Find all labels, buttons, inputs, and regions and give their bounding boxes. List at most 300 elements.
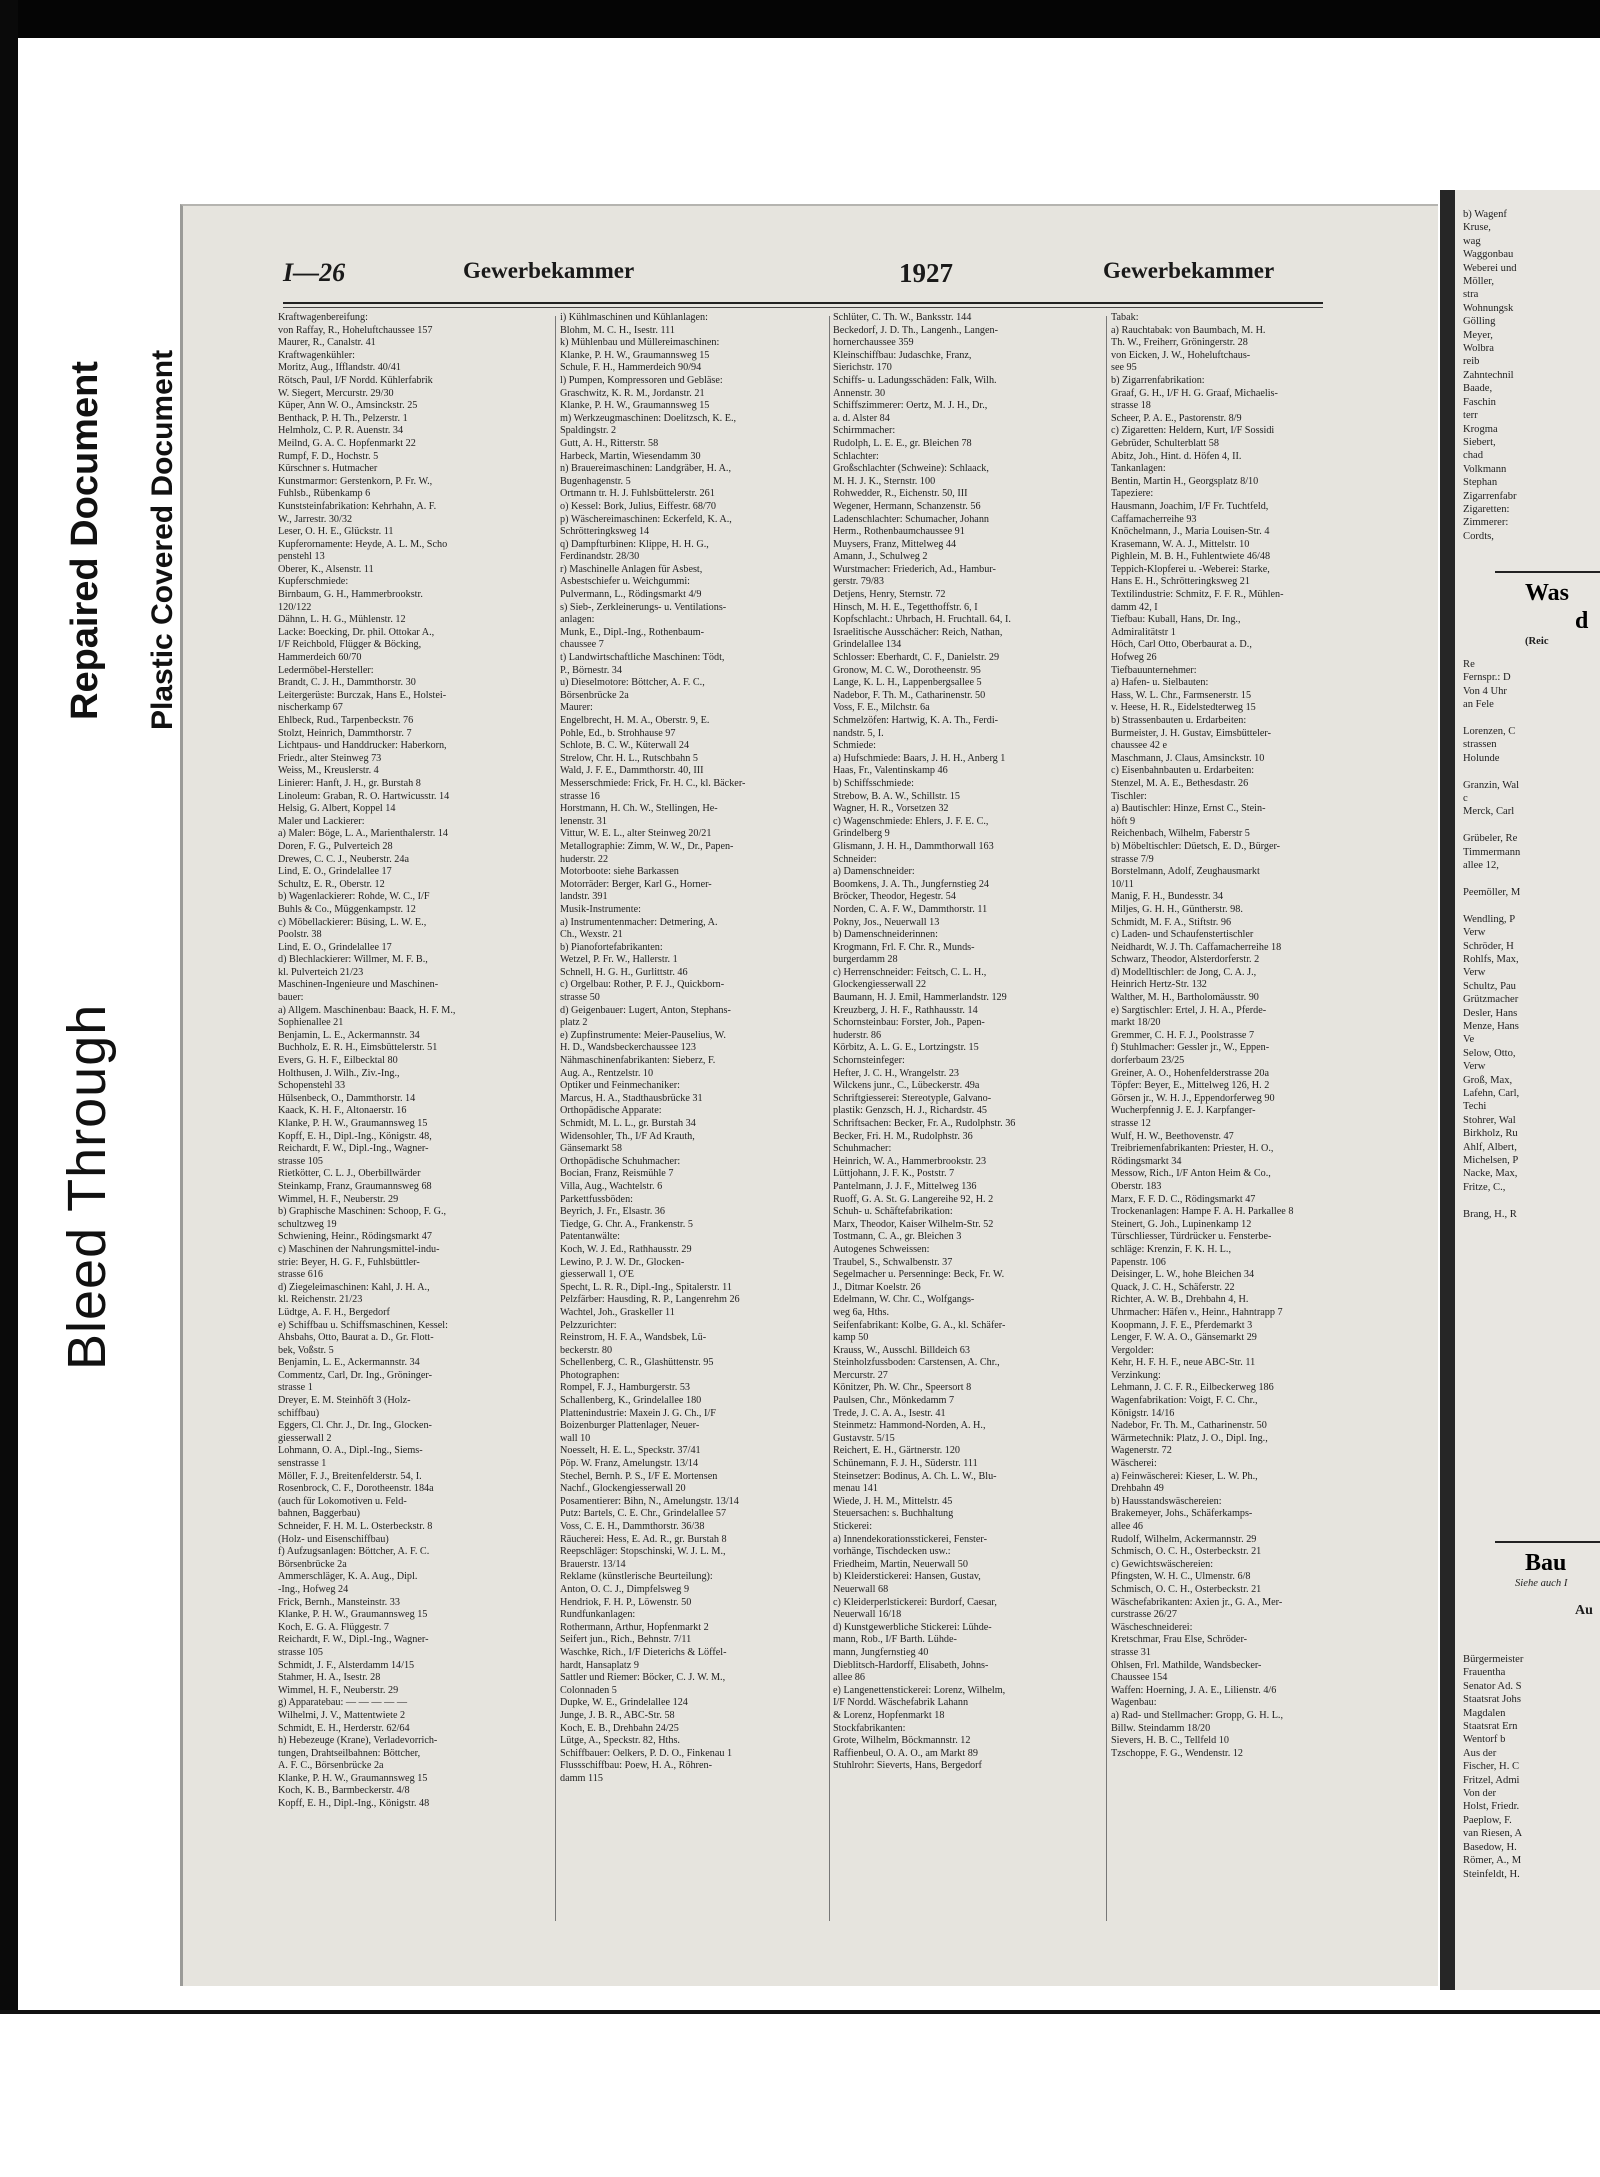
- directory-entry-line: Neuerwall 68: [833, 1583, 889, 1595]
- directory-entry-line: Dähnn, L. H. G., Mühlenstr. 12: [278, 614, 406, 626]
- directory-entry-line: q) Dampfturbinen: Klippe, H. H. G.,: [560, 538, 709, 550]
- directory-entry-line: a) Maler: Böge, L. A., Marienthalerstr. 14: [278, 828, 449, 840]
- directory-entry-line: strasse 7/9: [1111, 853, 1154, 865]
- directory-entry-line: Buchholz, E. R. H., Eimsbüttelerstr. 51: [278, 1042, 438, 1054]
- directory-entry-line: Sierichstr. 170: [833, 362, 892, 374]
- directory-entry-line: Tabak:: [1111, 312, 1139, 323]
- directory-entry-line: Rötsch, Paul, I/F Nordd. Kühlerfabrik: [278, 374, 433, 386]
- directory-entry-line: Koch, E. G. A. Flüggestr. 7: [278, 1621, 389, 1633]
- directory-entry-line: Steuersachen: s. Buchhaltung: [833, 1508, 954, 1520]
- directory-entry-line: d) Geigenbauer: Lugert, Anton, Stephans-: [560, 1004, 731, 1016]
- directory-entry-line: Detjens, Henry, Sternstr. 72: [833, 589, 946, 601]
- directory-entry-line: giesserwall 2: [278, 1432, 332, 1444]
- directory-entry-line: Schiffs- u. Ladungsschäden: Falk, Wilh.: [833, 374, 997, 386]
- directory-entry-line: Tankanlagen:: [1111, 463, 1166, 475]
- directory-entry-line: Oberer, K., Alsenstr. 11: [278, 563, 374, 575]
- directory-entry-line: Leitergerüste: Burczak, Hans E., Holstei-: [278, 689, 447, 701]
- directory-entry-line: Pulvermann, L., Rödingsmarkt 4/9: [560, 589, 702, 601]
- directory-entry-line: Deisinger, L. W., hohe Bleichen 34: [1111, 1269, 1255, 1281]
- directory-entry-line: Spaldingstr. 2: [560, 425, 617, 437]
- next-page-entry-line: Waggonbau: [1463, 249, 1514, 261]
- directory-entry-line: Schopenstehl 33: [278, 1080, 346, 1092]
- directory-entry-line: Posamentierer: Bihn, N., Amelungstr. 13/14: [560, 1495, 739, 1507]
- directory-entry-line: Poolstr. 38: [278, 929, 322, 941]
- directory-entry-line: Wilckens junr., C., Lübeckerstr. 49a: [833, 1080, 980, 1092]
- directory-entry-line: Tzschoppe, F. G., Wendenstr. 12: [1111, 1747, 1244, 1759]
- next-page-entry-line: Cordts,: [1463, 530, 1494, 542]
- directory-entry-line: Drehbahn 49: [1111, 1483, 1164, 1495]
- next-page-entry-line: strassen: [1463, 739, 1497, 751]
- directory-entry-line: Börsenbrücke 2a: [560, 689, 629, 701]
- directory-entry-line: Stuhlrohr: Sieverts, Hans, Bergedorf: [833, 1760, 982, 1772]
- directory-entry-line: Krogmann, Frl. F. Chr. R., Munds-: [833, 941, 975, 953]
- directory-entry-line: Maschmann, J. Claus, Amsinckstr. 10: [1111, 752, 1265, 764]
- next-page-entry-line: Meyer,: [1463, 329, 1493, 341]
- directory-entry-line: Lewino, P. J. W. Dr., Glocken-: [560, 1256, 685, 1268]
- directory-entry-line: Ruoff, G. A. St. G. Langereihe 92, H. 2: [833, 1193, 994, 1205]
- directory-entry-line: M. H. J. K., Sternstr. 100: [833, 475, 936, 487]
- directory-entry-line: Reichenbach, Wilhelm, Faberstr 5: [1111, 828, 1250, 840]
- directory-entry-line: Kreuzberg, J. H. F., Rathhausstr. 14: [833, 1004, 978, 1016]
- directory-entry-line: Schlachter:: [833, 450, 879, 462]
- directory-entry-line: Koch, K. B., Barmbeckerstr. 4/8: [278, 1785, 410, 1797]
- directory-entry-line: Rudolph, L. E. E., gr. Bleichen 78: [833, 437, 972, 449]
- directory-entry-line: Waschke, Rich., I/F Dieterichs & Löffel-: [560, 1646, 727, 1658]
- section-rule: [1495, 571, 1600, 573]
- directory-entry-line: Mercurstr. 27: [833, 1369, 888, 1381]
- directory-entry-line: kl. Pulverteich 21/23: [278, 966, 364, 978]
- directory-entry-line: Kraftwagenbereifung:: [278, 312, 368, 323]
- directory-entry-line: Knöchelmann, J., Maria Louisen-Str. 4: [1111, 526, 1270, 538]
- next-page-entry-line: [1455, 1194, 1600, 1207]
- directory-entry-line: Noesselt, H. E. L., Speckstr. 37/41: [560, 1445, 701, 1457]
- scan-top-border: [0, 0, 1600, 38]
- next-page-entry-line: Birkholz, Ru: [1463, 1128, 1518, 1140]
- directory-entry-line: Schmidt, E. H., Herderstr. 62/64: [278, 1722, 410, 1734]
- directory-entry-line: Koch, W. J. Ed., Rathhausstr. 29: [560, 1243, 692, 1255]
- directory-entry-line: Holthusen, J. Wilh., Ziv.-Ing.,: [278, 1067, 400, 1079]
- directory-entry-line: f) Aufzugsanlagen: Böttcher, A. F. C.: [278, 1546, 430, 1558]
- directory-entry-line: b) Kleiderstickerei: Hansen, Gustav,: [833, 1571, 981, 1583]
- directory-entry-line: e) Schiffbau u. Schiffsmaschinen, Kessel:: [278, 1319, 448, 1331]
- directory-entry-line: Wachtel, Joh., Graskeller 11: [560, 1306, 675, 1318]
- directory-entry-line: Borstelmann, Adolf, Zeughausmarkt: [1111, 866, 1260, 878]
- next-page-entry-line: Verw: [1463, 927, 1486, 939]
- directory-entry-line: Koch, E. B., Drehbahn 24/25: [560, 1722, 679, 1734]
- directory-entry-line: d) Ziegeleimaschinen: Kahl, J. H. A.,: [278, 1281, 430, 1293]
- directory-entry-line: Orthopädische Schuhmacher:: [560, 1155, 681, 1167]
- directory-entry-line: Wäscheschneiderei:: [1111, 1621, 1193, 1633]
- directory-entry-line: Lütge, A., Speckstr. 82, Hths.: [560, 1735, 680, 1747]
- directory-entry-line: d) Kunstgewerbliche Stickerei: Lühde-: [833, 1621, 992, 1633]
- next-page-entry-line: Ve: [1463, 1034, 1475, 1046]
- directory-entry-line: Steinmetz: Hammond-Norden, A. H.,: [833, 1420, 986, 1432]
- directory-entry-line: Schuh- u. Schäftefabrikation:: [833, 1206, 953, 1218]
- directory-entry-line: m) Werkzeugmaschinen: Doelitzsch, K. E.,: [560, 412, 737, 424]
- directory-entry-line: Wärmetechnik: Platz, J. O., Dipl. Ing.,: [1111, 1432, 1268, 1444]
- directory-entry-line: Putz: Bartels, C. E. Chr., Grindelallee 57: [560, 1508, 727, 1520]
- directory-entry-line: l) Pumpen, Kompressoren und Gebläse:: [560, 374, 723, 386]
- next-page-entry-line: Weberei und: [1463, 262, 1517, 274]
- directory-entry-line: Annenstr. 30: [833, 387, 886, 399]
- directory-entry-line: Gutt, A. H., Ritterstr. 58: [560, 437, 659, 449]
- directory-entry-line: Benjamin, L. E., Ackermannstr. 34: [278, 1029, 420, 1041]
- next-page-entry-line: Steinfeldt, H.: [1463, 1868, 1520, 1880]
- next-page-entry-line: Baade,: [1463, 383, 1493, 395]
- column-divider: [829, 316, 830, 1921]
- directory-entry-line: Wimmel, H. F., Neuberstr. 29: [278, 1193, 399, 1205]
- directory-entry-line: Kupferornamente: Heyde, A. L. M., Scho: [278, 538, 448, 550]
- directory-entry-line: Baumann, H. J. Emil, Hammerlandstr. 129: [833, 992, 1007, 1004]
- directory-entry-line: a) Instrumentenmacher: Detmering, A.: [560, 916, 718, 928]
- directory-entry-line: weg 6a, Hths.: [833, 1306, 890, 1318]
- directory-entry-line: Pokny, Jos., Neuerwall 13: [833, 916, 940, 928]
- directory-entry-line: k) Mühlenbau und Müllereimaschinen:: [560, 337, 720, 349]
- directory-entry-line: Admiralitätstr 1: [1111, 626, 1176, 638]
- directory-entry-line: Voss, F. E., Milchstr. 6a: [833, 702, 930, 714]
- directory-entry-line: Schrötteringksweg 14: [560, 526, 650, 538]
- directory-entry-line: Strebow, B. A. W., Schillstr. 15: [833, 790, 960, 802]
- directory-entry-line: Musik-Instrumente:: [560, 903, 641, 915]
- directory-entry-line: Krasemann, W. A. J., Mittelstr. 10: [1111, 538, 1250, 550]
- directory-entry-line: Wäschefabrikanten: Axien jr., G. A., Mer-: [1111, 1596, 1283, 1608]
- directory-entry-line: Wucherpfennig J. E. J. Karpfanger-: [1111, 1105, 1256, 1117]
- directory-entry-line: schiffbau): [278, 1407, 320, 1419]
- directory-entry-line: Pelzzurichter:: [560, 1319, 617, 1331]
- directory-entry-line: Tiedge, G. Chr. A., Frankenstr. 5: [560, 1218, 693, 1230]
- directory-entry-line: Segelmacher u. Persenninge: Beck, Fr. W.: [833, 1269, 1005, 1281]
- directory-entry-line: Lind, E. O., Grindelallee 17: [278, 941, 392, 953]
- directory-entry-line: Rohwedder, R., Eichenstr. 50, III: [833, 488, 968, 500]
- directory-entry-line: Gremmer, C. H. F. J., Poolstrasse 7: [1111, 1029, 1255, 1041]
- directory-entry-line: Hülsenbeck, O., Dammthorstr. 14: [278, 1092, 416, 1104]
- next-page-entry-line: Lorenzen, C: [1463, 726, 1516, 738]
- directory-entry-line: 10/11: [1111, 878, 1134, 890]
- directory-entry-line: v. Heese, H. R., Eidelstedterweg 15: [1111, 702, 1256, 714]
- directory-entry-line: Höch, Carl Otto, Oberbaurat a. D.,: [1111, 639, 1252, 651]
- directory-entry-line: höft 9: [1111, 815, 1136, 827]
- next-page-entry-line: Bürgermeister: [1463, 1654, 1524, 1665]
- directory-entry-line: hardt, Hansaplatz 9: [560, 1659, 639, 1671]
- directory-entry-line: allee 46: [1111, 1521, 1143, 1532]
- directory-entry-line: Norden, C. A. F. W., Dammthorstr. 11: [833, 903, 988, 915]
- directory-entry-line: Tiefbauunternehmer:: [1111, 664, 1197, 676]
- next-page-entry-line: an Fele: [1463, 699, 1494, 711]
- directory-entry-line: Reichert, E. H., Gärtnerstr. 120: [833, 1445, 961, 1457]
- header-rule-thin: [283, 307, 1323, 308]
- directory-entry-line: von Eicken, J. W., Hoheluftchaus-: [1111, 349, 1251, 361]
- directory-entry-line: beckerstr. 80: [560, 1344, 613, 1356]
- directory-entry-line: Tiefbau: Kuball, Hans, Dr. Ing.,: [1111, 614, 1241, 626]
- directory-entry-line: Dreyer, E. M. Steinhöft 3 (Holz-: [278, 1395, 411, 1407]
- directory-entry-line: Caffamacherreihe 93: [1111, 513, 1197, 525]
- next-page-entry-line: Menze, Hans: [1463, 1020, 1519, 1032]
- directory-entry-line: Vergolder:: [1111, 1344, 1154, 1356]
- directory-entry-line: Brandt, C. J. H., Dammthorstr. 30: [278, 677, 416, 689]
- directory-entry-line: Grindelallee 134: [833, 639, 902, 651]
- directory-entry-line: Brauerstr. 13/14: [560, 1558, 626, 1570]
- directory-entry-line: Schünemann, F. J. H., Süderstr. 111: [833, 1458, 978, 1470]
- directory-entry-line: a) Allgem. Maschinenbau: Baack, H. F. M.,: [278, 1004, 456, 1016]
- directory-entry-line: b) Wagenlackierer: Rohde, W. C., I/F: [278, 891, 430, 903]
- directory-entry-line: Bugenhagenstr. 5: [560, 475, 631, 487]
- next-page-entry-line: Wendling, P: [1463, 913, 1516, 925]
- directory-entry-line: Boomkens, J. A. Th., Jungfernstieg 24: [833, 878, 990, 890]
- directory-entry-line: g) Apparatebau: — — — — —: [278, 1697, 408, 1709]
- directory-entry-line: Schriftsachen: Becker, Fr. A., Rudolphstr. 36: [833, 1118, 1016, 1129]
- directory-entry-line: Klanke, P. H. W., Graumannsweg 15: [278, 1609, 428, 1621]
- directory-entry-line: Edelmann, W. Chr. C., Wolfgangs-: [833, 1294, 975, 1306]
- directory-entry-line: strasse 18: [1111, 400, 1151, 412]
- directory-entry-line: Kürschner s. Hutmacher: [278, 463, 378, 475]
- directory-entry-line: Trockenanlagen: Hampe F. A. H. Parkallee 8: [1111, 1206, 1294, 1218]
- directory-entry-line: Seifert jun., Rich., Behnstr. 7/11: [560, 1634, 692, 1646]
- directory-entry-line: b) Damenschneiderinnen:: [833, 929, 938, 941]
- directory-entry-line: Moritz, Aug., Ifflandstr. 40/41: [278, 362, 401, 374]
- directory-entry-line: I/F Nordd. Wäschefabrik Lahann: [833, 1697, 969, 1709]
- next-page-entry-line: Timmermann: [1463, 846, 1521, 858]
- directory-entry-line: Bentin, Martin H., Georgsplatz 8/10: [1111, 475, 1259, 487]
- header-rule: [283, 302, 1323, 304]
- directory-entry-line: Flussschiffbau: Poew, H. A., Röhren-: [560, 1760, 712, 1772]
- directory-entry-line: 120/122: [278, 601, 312, 613]
- directory-entry-line: Nadebor, Fr. Th. M., Catharinenstr. 50: [1111, 1420, 1267, 1432]
- directory-entry-line: Voss, C. E. H., Dammthorstr. 36/38: [560, 1521, 705, 1532]
- directory-entry-line: Kaack, K. H. F., Altonaerstr. 16: [278, 1105, 407, 1117]
- directory-entry-line: Kretschmar, Frau Else, Schröder-: [1111, 1634, 1248, 1646]
- next-page-middle-list: [1455, 658, 1600, 1221]
- directory-entry-line: Reichardt, F. W., Dipl.-Ing., Wagner-: [278, 1634, 429, 1646]
- directory-entry-line: Hofweg 26: [1111, 652, 1157, 664]
- directory-entry-line: Traubel, S., Schwalbenstr. 37: [833, 1256, 953, 1268]
- directory-entry-line: b) Zigarrenfabrikation:: [1111, 374, 1205, 386]
- directory-entry-line: Schlosser: Eberhardt, C. F., Danielstr. 29: [833, 652, 1000, 664]
- next-page-entry-line: Römer, A., M: [1463, 1855, 1522, 1867]
- next-page-entry-line: reib: [1463, 356, 1480, 368]
- next-page-entry-line: Verw: [1463, 1061, 1486, 1073]
- directory-entry-line: strasse 31: [1111, 1646, 1151, 1658]
- column-divider: [555, 316, 556, 1921]
- directory-entry-line: Tapeziere:: [1111, 488, 1154, 500]
- directory-entry-line: & Lorenz, Hopfenmarkt 18: [833, 1709, 945, 1721]
- next-page-entry-line: Schröder, H: [1463, 940, 1514, 952]
- directory-entry-line: Türschliesser, Türdrücker u. Fensterbe-: [1111, 1231, 1272, 1243]
- directory-entry-line: tungen, Drahtseilbahnen: Böttcher,: [278, 1747, 421, 1759]
- directory-entry-line: Kopff, E. H., Dipl.-Ing., Königstr. 48,: [278, 1130, 432, 1142]
- directory-entry-line: Birnbaum, G. H., Hammerbrookstr.: [278, 589, 423, 601]
- directory-entry-line: d) Modelltischler: de Jong, C. A. J.,: [1111, 966, 1257, 978]
- next-page-heading-b-block: [1455, 1535, 1600, 1618]
- directory-entry-line: menau 141: [833, 1483, 878, 1495]
- directory-entry-line: Kunststeinfabrikation: Kehrhahn, A. F.: [278, 500, 437, 512]
- directory-entry-line: Boizenburger Plattenlager, Neuer-: [560, 1420, 700, 1432]
- directory-entry-line: Hinsch, M. H. E., Tegetthoffstr. 6, I: [833, 601, 978, 613]
- directory-entry-line: strie: Beyer, H. G. F., Fuhlsbüttler-: [278, 1256, 420, 1268]
- directory-entry-line: schläge: Krenzin, F. K. H. L.,: [1111, 1243, 1231, 1255]
- directory-entry-line: Nadebor, F. Th. M., Catharinenstr. 50: [833, 689, 986, 701]
- next-page-entry-line: Techi: [1463, 1101, 1487, 1113]
- next-page-entry-line: Michelsen, P: [1463, 1155, 1519, 1167]
- directory-entry-line: Anton, O. C. J., Dimpfelsweg 9: [560, 1583, 690, 1595]
- directory-entry-line: a) Hafen- u. Sielbauten:: [1111, 677, 1209, 689]
- directory-entry-line: a) Damenschneider:: [833, 866, 915, 878]
- directory-entry-line: c) Möbellackierer: Büsing, L. W. E.,: [278, 916, 427, 928]
- scan-bottom-edge: [0, 2010, 1600, 2014]
- bleed-through-label: Bleed Through: [57, 1003, 117, 1370]
- directory-entry-line: Helsig, G. Albert, Koppel 14: [278, 803, 396, 815]
- directory-entry-line: Amann, J., Schulweg 2: [833, 551, 928, 563]
- directory-entry-line: H. D., Wandsbeckerchaussee 123: [560, 1042, 696, 1054]
- directory-entry-line: Schmidt, M. L. L., gr. Burstah 34: [560, 1118, 696, 1129]
- directory-entry-line: Steinkamp, Franz, Graumannsweg 68: [278, 1180, 432, 1192]
- directory-entry-line: Lehmann, J. C. F. R., Eilbeckerweg 186: [1111, 1382, 1274, 1394]
- directory-entry-line: Linierer: Hanft, J. H., gr. Burstah 8: [278, 777, 421, 789]
- directory-entry-line: a) Bautischler: Hinze, Ernst C., Stein-: [1111, 803, 1266, 815]
- next-page-entry-line: Volkmann: [1463, 463, 1507, 475]
- directory-entry-line: Pohle, Ed., b. Strohhause 97: [560, 727, 676, 739]
- next-page-entry-line: Senator Ad. S: [1463, 1680, 1522, 1692]
- directory-entry-line: Steinholzfussboden: Carstensen, A. Chr.,: [833, 1357, 1000, 1369]
- next-page-entry-line: Wolbra: [1463, 343, 1494, 355]
- directory-entry-line: Beyrich, J. Fr., Elsastr. 36: [560, 1206, 665, 1218]
- directory-entry-line: Stockfabrikanten:: [833, 1722, 906, 1734]
- directory-entry-line: Schriftgiesserei: Stereotyple, Galvano-: [833, 1092, 992, 1104]
- directory-entry-line: Ammerschläger, K. A. Aug., Dipl.: [278, 1571, 418, 1583]
- next-page-bottom-list: [1455, 1653, 1600, 1881]
- directory-entry-line: Richter, A. W. B., Drehbahn 4, H.: [1111, 1294, 1249, 1306]
- directory-entry-line: Neuerwall 16/18: [833, 1609, 902, 1621]
- scan-left-border: [0, 0, 18, 2010]
- directory-entry-line: Herm., Rothenbaumchaussee 91: [833, 526, 965, 538]
- directory-entry-line: Friedheim, Martin, Neuerwall 50: [833, 1558, 968, 1570]
- next-page-entry-line: Wentorf b: [1463, 1734, 1506, 1746]
- next-page-entry-line: Gölling: [1463, 316, 1496, 328]
- directory-entry-line: giesserwall 1, O'E: [560, 1269, 634, 1281]
- next-page-entry-line: Wohnungsk: [1463, 302, 1514, 314]
- directory-entry-line: Schirmmacher:: [833, 425, 896, 437]
- next-page-entry-line: [1455, 873, 1600, 886]
- directory-entry-line: Klanke, P. H. W., Graumannsweg 15: [278, 1118, 428, 1129]
- directory-entry-line: Schule, F. H., Hammerdeich 90/94: [560, 362, 702, 374]
- directory-entry-line: Schellenberg, C. R., Glashüttenstr. 95: [560, 1357, 714, 1369]
- text-column-3: [833, 312, 1021, 1932]
- directory-entry-line: Manig, F. H., Bundesstr. 34: [1111, 891, 1224, 903]
- directory-entry-line: Dupke, W. E., Grindelallee 124: [560, 1697, 688, 1709]
- directory-entry-line: huderstr. 22: [560, 853, 609, 865]
- directory-entry-line: Gustavstr. 5/15: [833, 1432, 895, 1444]
- directory-entry-line: b) Pianofortefabrikanten:: [560, 941, 663, 953]
- directory-entry-line: Maschinen-Ingenieure und Maschinen-: [278, 979, 439, 991]
- directory-entry-line: bek, Voßstr. 5: [278, 1344, 334, 1356]
- directory-entry-line: Schmisch, O. C. H., Osterbeckstr. 21: [1111, 1546, 1262, 1558]
- directory-entry-line: Klanke, P. H. W., Graumannsweg 15: [560, 400, 710, 412]
- directory-entry-line: Strelow, Chr. H. L., Rutschbahn 5: [560, 752, 698, 764]
- directory-entry-line: Pelzfärber: Hausding, R. P., Langenrehm 26: [560, 1294, 740, 1306]
- directory-entry-line: Sievers, H. B. C., Tellfeld 10: [1111, 1735, 1229, 1747]
- section-rule: [1495, 1541, 1600, 1543]
- directory-entry-line: Raffienbeul, O. A. O., am Markt 89: [833, 1747, 978, 1759]
- directory-entry-line: Schneider, F. H. M. L. Osterbeckstr. 8: [278, 1521, 433, 1532]
- directory-entry-line: Schiffbauer: Oelkers, P. D. O., Finkenau 1: [560, 1747, 733, 1759]
- directory-entry-line: Junge, J. B. R., ABC-Str. 58: [560, 1709, 675, 1721]
- next-page-entry-line: Möller,: [1463, 276, 1495, 288]
- directory-entry-line: Schmidt, J. F., Alsterdamm 14/15: [278, 1659, 415, 1671]
- next-page-entry-line: Fritzel, Admi: [1463, 1774, 1520, 1786]
- directory-entry-line: Engelbrecht, H. M. A., Oberstr. 9, E.: [560, 715, 710, 726]
- directory-entry-line: Parkettfussböden:: [560, 1193, 633, 1205]
- directory-entry-line: Wagenfabrikation: Voigt, F. C. Chr.,: [1111, 1395, 1258, 1407]
- next-page-entry-line: Kruse,: [1463, 222, 1491, 234]
- directory-entry-line: f) Stuhlmacher: Gessler jr., W., Eppen-: [1111, 1042, 1270, 1054]
- next-page-entry-line: [1455, 765, 1600, 778]
- directory-entry-line: Messow, Rich., I/F Anton Heim & Co.,: [1111, 1168, 1271, 1180]
- directory-entry-line: Ehlbeck, Rud., Tarpenbeckstr. 76: [278, 715, 414, 726]
- page-number: I—26: [283, 258, 346, 287]
- directory-entry-line: strasse 616: [278, 1269, 323, 1281]
- directory-entry-line: I/F Reichbold, Flügger & Böcking,: [278, 639, 422, 651]
- directory-entry-line: Friedr., alter Steinweg 73: [278, 752, 382, 764]
- directory-entry-line: Abitz, Joh., Hint. d. Höfen 4, II.: [1111, 450, 1242, 462]
- directory-entry-line: Reklame (künstlerische Beurteilung):: [560, 1571, 713, 1583]
- directory-entry-line: Miljes, G. H. H., Güntherstr. 98.: [1111, 903, 1243, 915]
- directory-entry-line: Bocian, Franz, Reismühle 7: [560, 1168, 674, 1180]
- directory-entry-line: Rundfunkanlagen:: [560, 1609, 636, 1621]
- directory-entry-line: strasse 1: [278, 1382, 313, 1394]
- next-page-entry-line: Magdalen: [1463, 1707, 1506, 1719]
- directory-entry-line: Schnell, H. G. H., Gurlittstr. 46: [560, 966, 688, 978]
- directory-entry-line: Wegener, Hermann, Schanzenstr. 56: [833, 500, 981, 512]
- directory-entry-line: a) Rad- und Stellmacher: Gropp, G. H. L.,: [1111, 1709, 1284, 1721]
- right-running-title: Gewerbekammer: [1103, 258, 1275, 283]
- directory-entry-line: Lacke: Boecking, Dr. phil. Ottokar A.,: [278, 626, 435, 638]
- directory-entry-line: Rumpf, F. D., Hochstr. 5: [278, 450, 379, 462]
- directory-entry-line: dorferbaum 23/25: [1111, 1055, 1185, 1067]
- directory-entry-line: Schwarz, Theodor, Alsterdorferstr. 2: [1111, 954, 1260, 966]
- directory-entry-line: Nachf., Glockengiesserwall 20: [560, 1483, 686, 1495]
- directory-entry-line: Horstmann, H. Ch. W., Stellingen, He-: [560, 803, 718, 815]
- directory-entry-line: Wurstmacher: Friederich, Ad., Hambur-: [833, 563, 996, 575]
- repaired-document-label: Repaired Document: [64, 361, 106, 720]
- directory-entry-line: plastik: Genzsch, H. J., Richardstr. 45: [833, 1105, 987, 1117]
- directory-entry-line: Schlüter, C. Th. W., Banksstr. 144: [833, 312, 972, 323]
- directory-entry-line: Stolzt, Heinrich, Dammthorstr. 7: [278, 727, 412, 739]
- directory-entry-line: Pfingsten, W. H. C., Ulmenstr. 6/8: [1111, 1571, 1251, 1583]
- next-page-entry-line: Zahntechnil: [1463, 369, 1514, 381]
- next-page-entry-line: Ahlf, Albert,: [1463, 1141, 1517, 1153]
- directory-entry-line: Heinrich, W. A., Hammerbrookstr. 23: [833, 1155, 987, 1167]
- next-page-entry-line: b) Wagenf: [1463, 209, 1507, 220]
- next-page-entry-line: [1455, 899, 1600, 912]
- text-column-2: [560, 312, 748, 1932]
- directory-entry-line: Waffen: Hoerning, J. A. E., Lilienstr. 4/6: [1111, 1684, 1277, 1696]
- next-page-heading-b2: Au: [1575, 1603, 1593, 1619]
- directory-entry-line: Burmeister, J. H. Gustav, Eimsbütteler-: [1111, 727, 1271, 739]
- next-page-entry-line: Krogma: [1463, 423, 1498, 435]
- directory-entry-line: Paulsen, Chr., Mönkedamm 7: [833, 1395, 955, 1407]
- directory-entry-line: Rothermann, Arthur, Hopfenmarkt 2: [560, 1621, 709, 1633]
- directory-entry-line: c) Eisenbahnbauten u. Erdarbeiten:: [1111, 765, 1255, 777]
- directory-entry-line: Stahmer, H. A., Isestr. 28: [278, 1672, 381, 1684]
- directory-entry-line: Patentanwälte:: [560, 1231, 620, 1243]
- directory-entry-line: Tischler:: [1111, 790, 1147, 802]
- directory-entry-line: W. Siegert, Mercurstr. 29/30: [278, 387, 394, 399]
- directory-entry-line: c) Orgelbau: Rother, P. F. J., Quickborn-: [560, 979, 725, 991]
- directory-entry-line: Ferdinandstr. 28/30: [560, 551, 640, 563]
- directory-entry-line: Rudolf, Wilhelm, Ackermannstr. 29: [1111, 1533, 1257, 1545]
- directory-entry-line: Börsenbrücke 2a: [278, 1558, 347, 1570]
- next-page-entry-line: Fischer, H. C: [1463, 1761, 1520, 1773]
- directory-entry-line: Billw. Steindamm 18/20: [1111, 1722, 1211, 1734]
